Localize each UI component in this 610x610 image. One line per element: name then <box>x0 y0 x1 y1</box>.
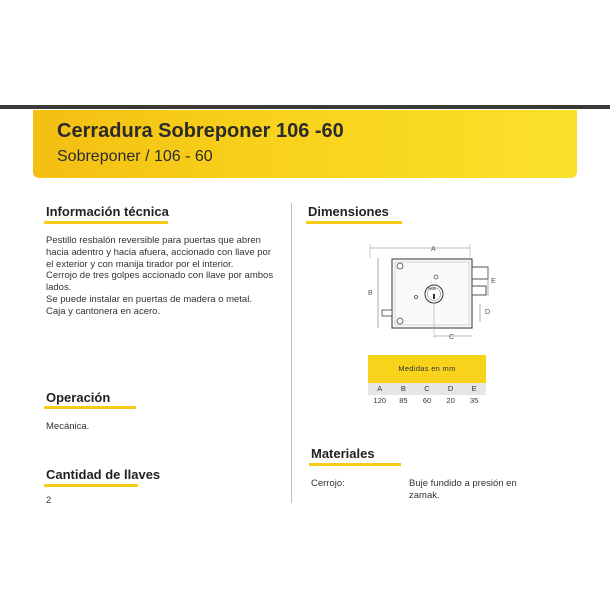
latch-bolt <box>472 286 486 295</box>
materiales-label: Cerrojo: <box>311 478 345 489</box>
dimensiones-underline <box>306 221 402 224</box>
column-header: E <box>462 383 486 395</box>
table-cell: 20 <box>439 395 463 407</box>
dimension-d-label: D <box>485 309 491 316</box>
deadbolt <box>472 267 488 279</box>
column-divider <box>291 203 292 503</box>
operacion-heading: Operación <box>46 390 111 405</box>
dimensions-table-values-row <box>368 395 486 407</box>
materiales-value <box>409 478 517 502</box>
column-header: B <box>392 383 416 395</box>
column-header: A <box>368 383 392 395</box>
materiales-heading: Materiales <box>311 446 375 461</box>
dimensiones-heading: Dimensiones <box>308 204 389 219</box>
dimension-b-label: B <box>368 290 373 297</box>
info-line: hacia adentro y hacia afuera, accionado con llave por <box>46 246 271 258</box>
info-line: Caja y cantonera en acero. <box>46 305 161 317</box>
dimension-a-label: A <box>431 246 436 253</box>
table-cell: 60 <box>415 395 439 407</box>
table-cell: 35 <box>462 395 486 407</box>
operacion-underline <box>44 406 136 409</box>
info-line: lados. <box>46 282 72 294</box>
product-subtitle: Sobreponer / 106 - 60 <box>57 148 213 165</box>
dimension-c-label: C <box>449 334 455 341</box>
materiales-underline <box>309 463 401 466</box>
dimensions-table <box>368 355 486 407</box>
materiales-value-line: Buje fundido a presión en <box>409 478 517 489</box>
handle-stub <box>382 310 392 316</box>
cantidad-llaves-underline <box>44 484 138 487</box>
materiales-value-line: zamak. <box>409 489 440 501</box>
product-title: Cerradura Sobreponer 106 -60 <box>57 120 344 142</box>
table-cell: 120 <box>368 395 392 407</box>
column-header: D <box>439 383 463 395</box>
dimension-e-label: E <box>491 278 496 285</box>
info-line: el exterior y con manija tirador por el interior. <box>46 258 234 270</box>
top-separator-bar <box>0 105 610 109</box>
brand-label: Yale <box>427 286 437 291</box>
lock-dimensions-drawing <box>358 238 498 343</box>
info-line: Cerrojo de tres golpes accionado con llave por ambos <box>46 270 274 282</box>
info-tecnica-text <box>46 235 273 318</box>
info-tecnica-underline <box>44 221 168 224</box>
dimensions-table-caption: Medidas en mm <box>368 355 486 383</box>
column-header: C <box>415 383 439 395</box>
info-tecnica-heading: Información técnica <box>46 204 169 219</box>
operacion-value: Mecánica. <box>46 421 90 432</box>
info-line: Se puede instalar en puertas de madera o metal. <box>46 293 252 305</box>
info-line: Pestillo resbalón reversible para puertas que abren <box>46 235 261 246</box>
dimensions-table-header-row <box>368 383 486 395</box>
product-header-banner <box>33 110 577 178</box>
cantidad-llaves-heading: Cantidad de llaves <box>46 467 161 482</box>
table-cell: 85 <box>392 395 416 407</box>
cantidad-llaves-value: 2 <box>46 495 52 506</box>
keyhole-icon <box>433 294 435 299</box>
